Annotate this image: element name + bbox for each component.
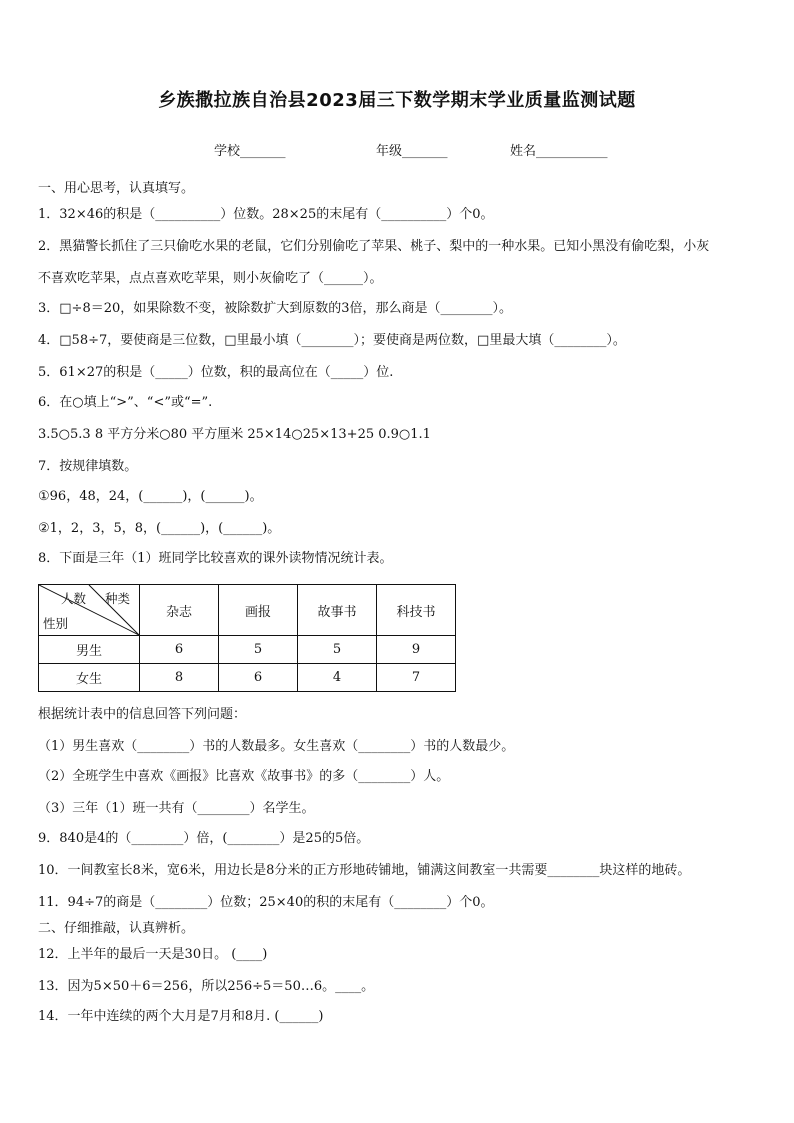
school-field: 学校_______ bbox=[214, 144, 286, 159]
column-header: 科技书 bbox=[377, 585, 456, 636]
row-label: 女生 bbox=[39, 664, 140, 692]
grade-field: 年级_______ bbox=[376, 144, 448, 159]
diagonal-header-cell bbox=[39, 585, 140, 636]
column-header: 画报 bbox=[219, 585, 298, 636]
diag-label-count: 人数 bbox=[61, 591, 87, 606]
table-row bbox=[39, 636, 456, 664]
question-13: 13．因为5×50＋6＝256，所以256÷5＝50…6。____。 bbox=[38, 979, 375, 994]
table-cell: 7 bbox=[377, 664, 456, 692]
question-5: 5．61×27的积是（_____）位数，积的最高位在（_____）位. bbox=[38, 365, 394, 380]
question-12: 12．上半年的最后一天是30日。 (____) bbox=[38, 947, 268, 962]
page-title: 乡族撒拉族自治县2023届三下数学期末学业质量监测试题 bbox=[158, 90, 636, 111]
question-8-part-3: （3）三年（1）班一共有（________）名学生。 bbox=[38, 801, 315, 816]
column-header: 杂志 bbox=[140, 585, 219, 636]
diag-label-category: 种类 bbox=[105, 591, 131, 606]
question-6-items: 3.5○5.3 8 平方分米○80 平方厘米 25×14○25×13+25 0.9○1.1 bbox=[38, 427, 431, 442]
section-1-heading: 一、用心思考，认真填写。 bbox=[38, 181, 195, 196]
name-field: 姓名___________ bbox=[510, 144, 608, 159]
stats-table bbox=[38, 584, 456, 692]
question-3: 3．□÷8＝20，如果除数不变，被除数扩大到原数的3倍，那么商是（________）。 bbox=[38, 301, 513, 316]
question-1: 1．32×46的积是（__________）位数。28×25的末尾有（__________）个0。 bbox=[38, 207, 494, 222]
table-cell: 5 bbox=[298, 636, 377, 664]
question-7-part-2: ②1，2，3，5，8，(______)，(______)。 bbox=[38, 521, 281, 536]
question-4: 4．□58÷7，要使商是三位数，□里最小填（________）；要使商是两位数，□里最大填（________）。 bbox=[38, 333, 626, 348]
table-cell: 6 bbox=[219, 664, 298, 692]
question-7-part-1: ①96，48，24，(______)，(______)。 bbox=[38, 489, 263, 504]
section-2-heading: 二、仔细推敲，认真辨析。 bbox=[38, 921, 195, 936]
question-8-instruction: 根据统计表中的信息回答下列问题： bbox=[38, 707, 247, 722]
table-row bbox=[39, 664, 456, 692]
table-cell: 9 bbox=[377, 636, 456, 664]
table-cell: 5 bbox=[219, 636, 298, 664]
question-8: 8．下面是三年（1）班同学比较喜欢的课外读物情况统计表。 bbox=[38, 551, 393, 566]
table-cell: 4 bbox=[298, 664, 377, 692]
question-11: 11．94÷7的商是（________）位数；25×40的积的末尾有（________）个0。 bbox=[38, 895, 494, 910]
row-label: 男生 bbox=[39, 636, 140, 664]
question-8-part-2: （2）全班学生中喜欢《画报》比喜欢《故事书》的多（________）人。 bbox=[38, 769, 450, 784]
question-14: 14．一年中连续的两个大月是7月和8月. (______) bbox=[38, 1009, 324, 1024]
question-10: 10．一间教室长8米，宽6米，用边长是8分米的正方形地砖铺地，铺满这间教室一共需要________块这样的地砖。 bbox=[38, 863, 691, 878]
question-8-part-1: （1）男生喜欢（________）书的人数最多。女生喜欢（________）书的人数最少。 bbox=[38, 739, 515, 754]
question-2-line-2: 不喜欢吃苹果，点点喜欢吃苹果，则小灰偷吃了（______）。 bbox=[38, 271, 383, 286]
diag-label-gender: 性别 bbox=[43, 616, 69, 631]
question-9: 9．840是4的（________）倍，(________）是25的5倍。 bbox=[38, 831, 370, 846]
table-cell: 8 bbox=[140, 664, 219, 692]
column-header: 故事书 bbox=[298, 585, 377, 636]
question-7: 7．按规律填数。 bbox=[38, 459, 138, 474]
question-6: 6．在○填上“>”、“<”或“=”. bbox=[38, 395, 213, 410]
table-cell: 6 bbox=[140, 636, 219, 664]
question-2-line-1: 2．黑猫警长抓住了三只偷吃水果的老鼠，它们分别偷吃了苹果、桃子、梨中的一种水果。已知小黑没有偷吃梨，小灰 bbox=[38, 239, 710, 254]
